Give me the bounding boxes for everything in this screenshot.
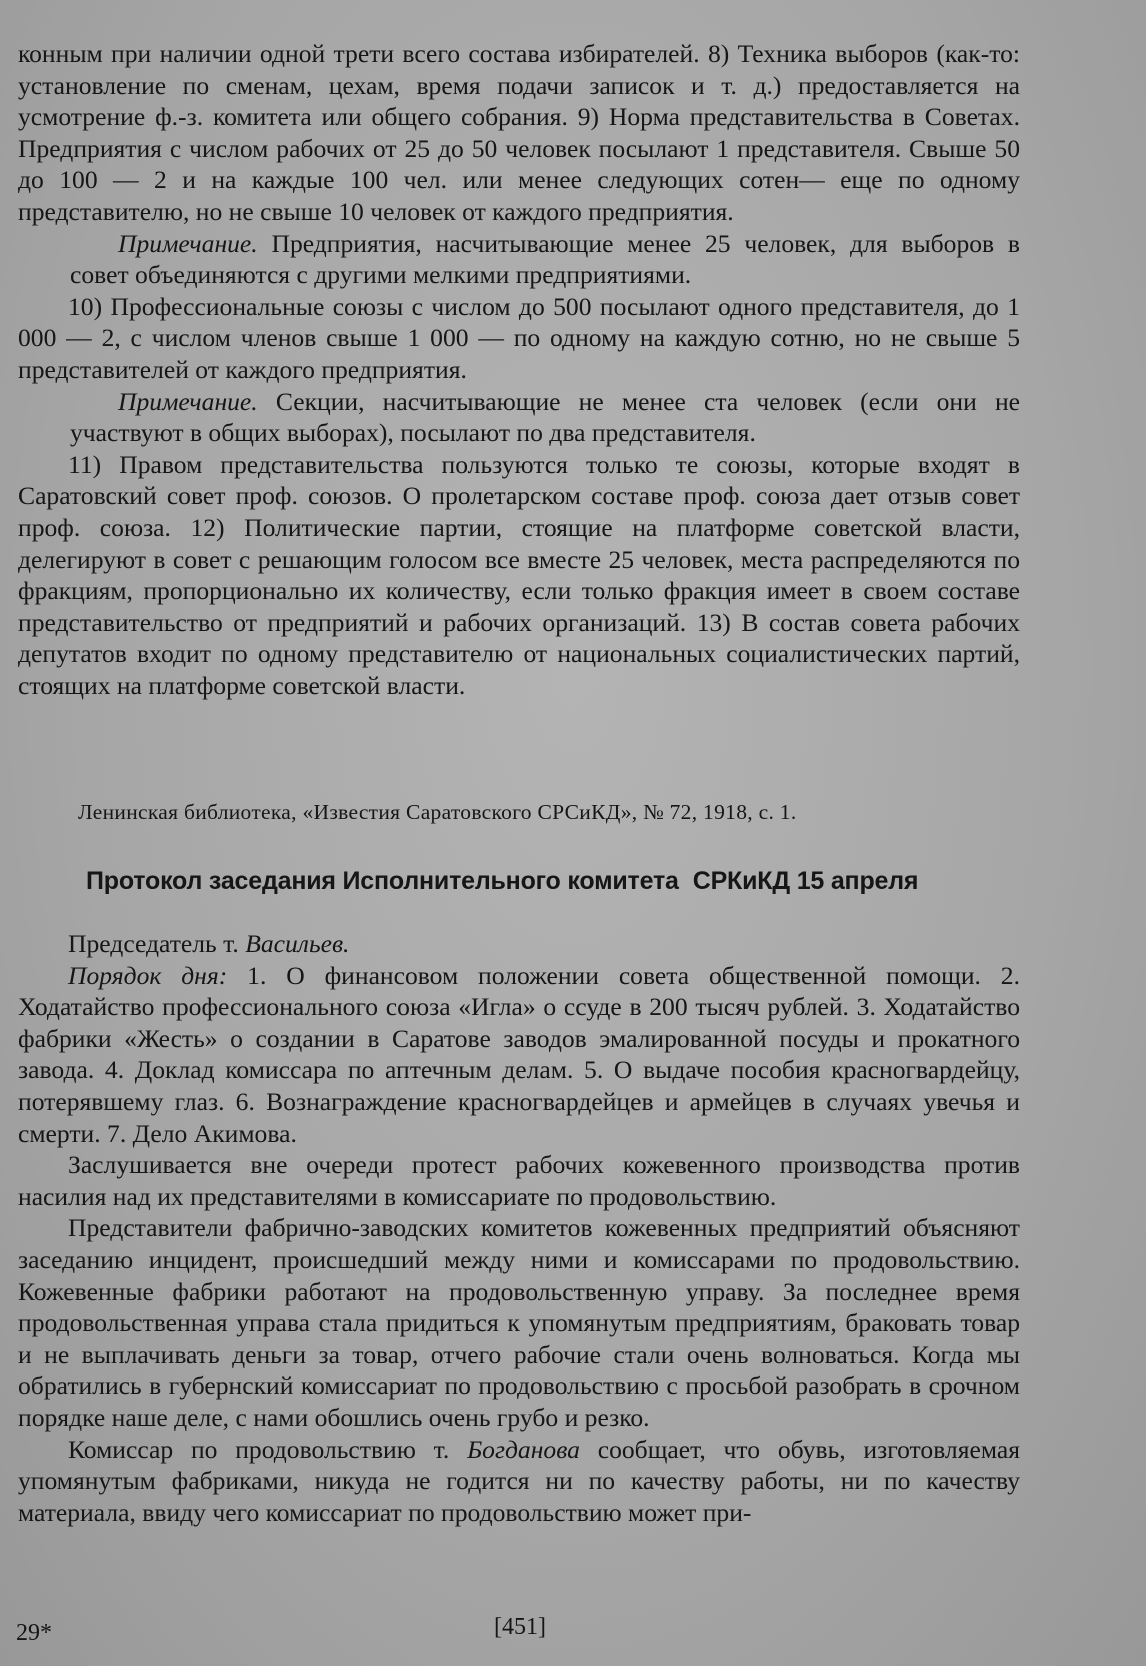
agenda-paragraph [18,960,1020,1150]
protocol-section [18,928,1020,1528]
note-label: Примечание. [118,386,258,416]
heading-title: Протокол заседания Исполнительного комитета [86,867,679,895]
chairman-label: Председатель т. [68,929,239,958]
note-text: Секции, насчитывающие не менее ста человек (если они не участвуют в общих выборах), посылают по два представителя. [70,386,1020,448]
agenda-label: Порядок дня: [68,960,228,990]
commissar-text: сообщает, что обувь, изготовляемая упомянутым фабриками, никуда не годится ни по качеству работы, ни по качеству материала, ввиду чего комиссариат по продовольствию может при- [18,1434,1020,1527]
agenda-text: 1. О финансовом положении совета общественной помощи. 2. Ходатайство профессионального союза «Игла» о ссуде в 200 тысяч рублей. 3. Ходатайство фабрики «Жесть» о создании в Саратове заводов эмалированной посуды и прокатного завода. 4. Доклад комиссара по аптечным делам. 5. О выдаче пособия красногвардейцу, потерявшему глаз. 6. Вознаграждение красногвардейцев и армейцев в случаях увечья и смерти. 7. Дело Акимова. [18,960,1020,1148]
paragraph-representatives: Представители фабрично-заводских комитетов кожевенных предприятий объясняют заседанию инцидент, происшедший между ними и комиссарами по продовольствию. Кожевенные фабрики работают на продовольственную управу. За последнее время продовольственная управа стала придиться к упомянутым предприятиям, браковать товар и не выплачивать деньги за товар, отчего рабочие стали очень волноваться. Когда мы обратились в губернский комиссариат по продовольствию с просьбой разобрать в срочном порядке наше деле, с нами обошлись очень грубо и резко. [18,1213,1020,1432]
paragraph-commissar [18,1434,1020,1529]
chairman-name: Васильев. [238,929,350,958]
page-number: [451] [494,1614,546,1640]
note-text: Предприятия, насчитывающие менее 25 человек, для выборов в совет объединяются с другими мелкими предприятиями. [70,228,1020,290]
paragraph-protest: Заслушивается вне очереди протест рабочих кожевенного производства против насилия над их представителями в комиссариате по продовольствию. [18,1150,1020,1211]
paragraph-unions-representation: 10) Профессиональные союзы с числом до 500 посылают одного представителя, до 1 000 — 2, с числом членов свыше 1 000 — по одному на каждую сотню, но не свыше 5 представителей от каждого предприятия. [18,291,1020,384]
top-text-section [18,38,1020,701]
chairman-line [18,928,1020,960]
commissar-pre: Комиссар по продовольствию т. [68,1434,450,1464]
note-small-enterprises [18,228,1020,291]
note-label: Примечание. [118,228,258,258]
note-sections [18,386,1020,449]
signature-mark: 29* [16,1620,52,1646]
source-citation: Ленинская библиотека, «Известия Саратовского СРСиКД», № 72, 1918, с. 1. [78,800,797,824]
commissar-name: Богданова [449,1434,580,1464]
section-heading [86,867,986,896]
paragraph-parties-representation: 11) Правом представительства пользуются только те союзы, которые входят в Саратовский совет проф. союзов. О пролетарском составе проф. союза дает отзыв совет проф. союза. 12) Политические партии, стоящие на платформе советской власти, делегируют в совет с решающим голосом все вместе 25 человек, места распределяются по фракциям, пропорционально их количеству, если только фракция имеет в своем составе представительство от предприятий и рабочих организаций. 13) В состав совета рабочих депутатов входит по одному представителю от национальных социалистических партий, стоящих на платформе советской власти. [18,449,1020,700]
heading-org-date: СРКиКД 15 апреля [692,867,919,895]
paragraph-technique-norms: конным при наличии одной трети всего состава избирателей. 8) Техника выборов (как-то: установление по сменам, цехам, время подачи записок и т. д.) предоставляется на усмотрение ф.-з. комитета или общего собрания. 9) Норма представительства в Советах. Предприятия с числом рабочих от 25 до 50 человек посылают 1 представителя. Свыше 50 до 100 — 2 и на каждые 100 чел. или менее следующих сотен— еще по одному представителю, но не свыше 10 человек от каждого предприятия. [18,39,1020,226]
